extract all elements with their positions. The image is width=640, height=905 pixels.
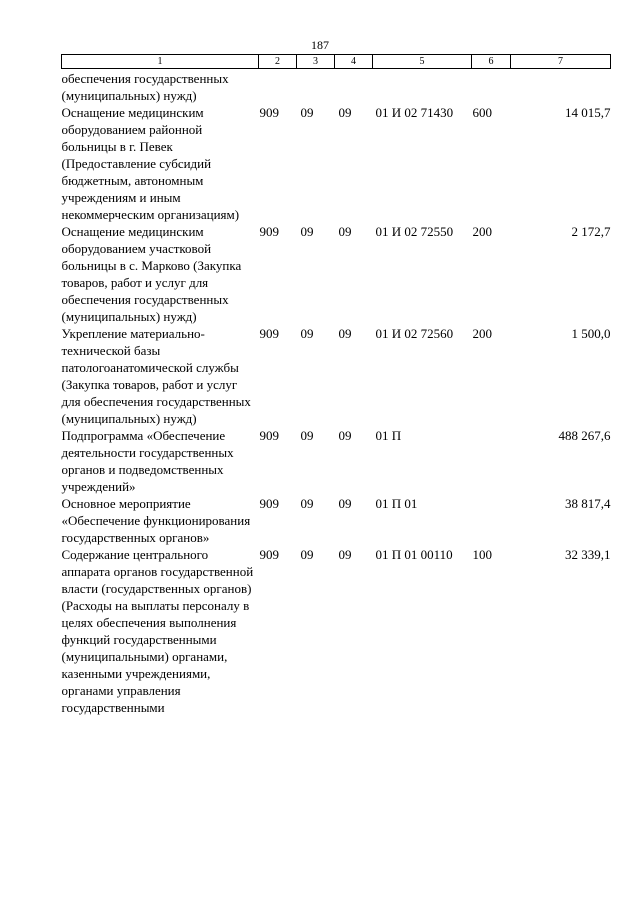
row-subsection: 09 <box>338 547 352 562</box>
row-section: 09 <box>300 224 314 239</box>
column-number: 4 <box>335 55 373 69</box>
table-row <box>62 427 611 495</box>
row-type <box>472 427 511 495</box>
row-name: обеспечения государственных (муниципальных) нужд) <box>61 71 229 103</box>
page-number: 187 <box>311 38 329 52</box>
row-amount: 488 267,6 <box>558 428 611 443</box>
table-row <box>62 104 611 223</box>
row-amount: 14 015,7 <box>565 105 611 120</box>
row-ministry: 909 <box>259 105 279 120</box>
row-section: 09 <box>300 547 314 562</box>
budget-table <box>61 54 611 716</box>
row-target: 01 П <box>375 428 402 443</box>
row-target <box>373 69 472 105</box>
column-number: 3 <box>297 55 335 69</box>
row-type: 200 <box>472 224 492 239</box>
row-ministry: 909 <box>259 496 279 511</box>
row-amount <box>511 69 611 105</box>
row-ministry: 909 <box>259 428 279 443</box>
row-name: Подпрограмма «Обеспечение деятельности государственных органов и подведомственных учреждений» <box>61 428 234 494</box>
row-target: 01 И 02 71430 <box>375 105 454 120</box>
row-section: 09 <box>300 496 314 511</box>
column-number: 5 <box>373 55 472 69</box>
row-ministry: 909 <box>259 547 279 562</box>
row-section: 09 <box>300 105 314 120</box>
row-ministry: 909 <box>259 326 279 341</box>
row-section: 09 <box>300 428 314 443</box>
row-target: 01 И 02 72560 <box>375 326 454 341</box>
row-subsection: 09 <box>338 105 352 120</box>
row-subsection: 09 <box>338 224 352 239</box>
row-amount: 38 817,4 <box>565 496 611 511</box>
row-section: 09 <box>300 326 314 341</box>
column-number: 1 <box>62 55 259 69</box>
column-number: 2 <box>259 55 297 69</box>
row-ministry <box>259 69 297 105</box>
row-type: 600 <box>472 105 492 120</box>
row-type <box>472 69 511 105</box>
row-type: 100 <box>472 547 492 562</box>
row-amount: 2 172,7 <box>571 224 611 239</box>
row-target: 01 П 01 <box>375 496 418 511</box>
column-number: 7 <box>511 55 611 69</box>
row-type: 200 <box>472 326 492 341</box>
row-name: Оснащение медицинским оборудованием районной больницы в г. Певек (Предоставление субсидий бюджетным, автономным учреждениям и иным некоммерческим организациям) <box>61 105 240 222</box>
row-name: Оснащение медицинским оборудованием участковой больницы в с. Марково (Закупка товаров, работ и услуг для обеспечения государственных (муниципальных) нужд) <box>61 224 242 324</box>
row-name: Содержание центрального аппарата органов государственной власти (государственных органов) (Расходы на выплаты персоналу в целях обеспечения выполнения функций государственными (муниципальными) органами, казенными учреждениями, органами управления государственными <box>61 547 254 715</box>
row-amount: 1 500,0 <box>571 326 611 341</box>
row-ministry: 909 <box>259 224 279 239</box>
row-name: Укрепление материально-технической базы патологоанатомической службы (Закупка товаров, работ и услуг для обеспечения государственных (муниципальных) нужд) <box>61 326 251 426</box>
table-row <box>62 223 611 325</box>
table-row <box>62 325 611 427</box>
column-number: 6 <box>472 55 511 69</box>
row-section <box>297 69 335 105</box>
row-subsection: 09 <box>338 496 352 511</box>
table-row <box>62 69 611 105</box>
row-target: 01 П 01 00110 <box>375 547 453 562</box>
row-subsection: 09 <box>338 326 352 341</box>
row-target: 01 И 02 72550 <box>375 224 454 239</box>
column-number-row <box>62 55 611 69</box>
row-amount: 32 339,1 <box>565 547 611 562</box>
table-row <box>62 546 611 716</box>
row-subsection <box>335 69 373 105</box>
row-type <box>472 495 511 546</box>
row-subsection: 09 <box>338 428 352 443</box>
table-row <box>62 495 611 546</box>
row-name: Основное мероприятие «Обеспечение функционирования государственных органов» <box>61 496 251 545</box>
